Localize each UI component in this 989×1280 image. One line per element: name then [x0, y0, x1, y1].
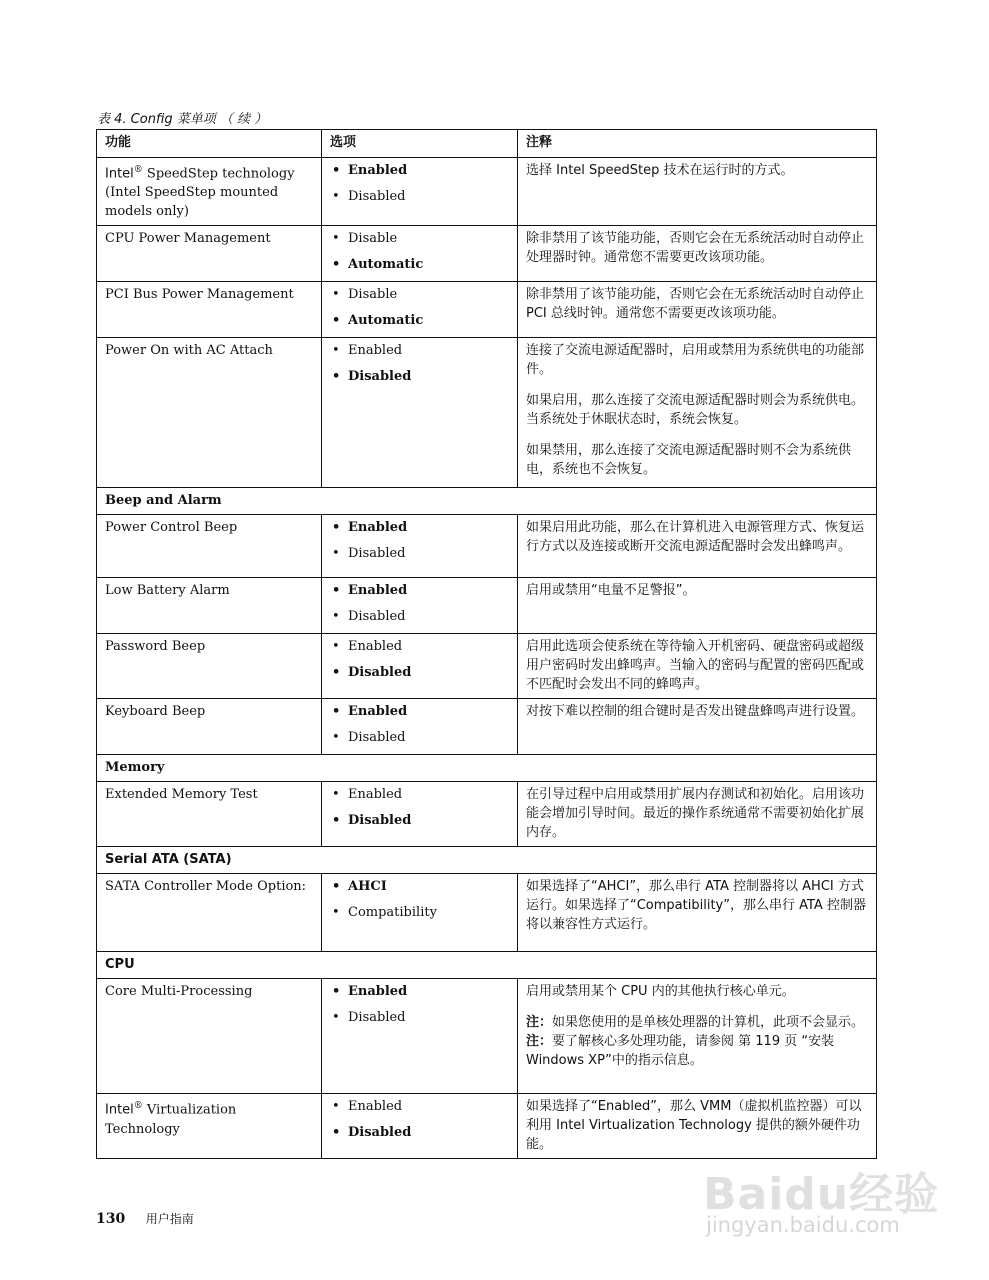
table-header-row: [97, 130, 877, 158]
registered-mark: ®: [133, 165, 143, 175]
table-row: [97, 699, 877, 755]
registered-mark: ®: [133, 1101, 143, 1112]
option-item: • Enabled: [330, 637, 509, 656]
options-cell: [322, 1094, 518, 1159]
option-item: • Disabled: [330, 1006, 509, 1030]
options-cell: [322, 782, 518, 847]
feature-name: PCI Bus Power Management: [105, 287, 294, 303]
options-cell: [322, 338, 518, 488]
notes-cell: [518, 634, 877, 699]
section-row: [97, 952, 877, 979]
feature-cell: [97, 699, 322, 755]
options-cell: [322, 515, 518, 578]
note-paragraph: 对按下难以控制的组合键时是否发出键盘蜂鸣声进行设置。: [526, 704, 865, 720]
options-list: [330, 877, 509, 925]
note-paragraph: 如果禁用，那么连接了交流电源适配器时则不会为系统供电，系统也不会恢复。: [526, 443, 852, 478]
note-paragraph: 启用或禁用“电量不足警报”。: [526, 583, 696, 599]
table-row: [97, 578, 877, 634]
note-paragraph: 如果启用，那么连接了交流电源适配器时则会为系统供电。当系统处于休眠状态时，系统会恢复。: [526, 393, 865, 428]
notes-cell: [518, 699, 877, 755]
options-list: [330, 1097, 509, 1145]
feature-cell: [97, 282, 322, 338]
option-default: • Enabled: [330, 518, 509, 537]
options-list: [330, 341, 509, 389]
header-notes: 注释: [518, 130, 877, 158]
table-row: [97, 338, 877, 488]
option-default: • Enabled: [330, 702, 509, 721]
option-item: • Compatibility: [330, 901, 509, 925]
notes-cell: [518, 1094, 877, 1159]
feature-name: Virtualization Technology: [105, 1102, 237, 1137]
notes-cell: [518, 578, 877, 634]
feature-name: SATA Controller Mode Option:: [105, 879, 307, 895]
options-cell: [322, 578, 518, 634]
option-default: • Enabled: [330, 161, 509, 180]
option-item: • Disabled: [330, 542, 509, 566]
section-row: [97, 847, 877, 874]
feature-name: CPU Power Management: [105, 231, 271, 247]
note-paragraph: 除非禁用了该节能功能，否则它会在无系统活动时自动停止 PCI 总线时钟。通常您不需要更改该项功能。: [526, 287, 865, 322]
options-list: [330, 518, 509, 566]
note-text: 要了解核心多处理功能，请参阅 第 119 页 “安装 Windows XP”中的指示信息。: [526, 1034, 835, 1069]
table-row: [97, 158, 877, 226]
note-paragraph: 在引导过程中启用或禁用扩展内存测试和初始化。启用该功能会增加引导时间。最近的操作系统通常不需要初始化扩展内存。: [526, 787, 865, 841]
footer-title: 用户指南: [145, 1212, 194, 1226]
notes-cell: [518, 158, 877, 226]
feature-cell: [97, 874, 322, 952]
options-list: [330, 581, 509, 629]
feature-cell: [97, 979, 322, 1094]
note-label: 注：: [526, 1034, 553, 1050]
section-title: Memory: [97, 755, 877, 782]
feature-cell: [97, 578, 322, 634]
note-paragraph: 如果启用此功能，那么在计算机进入电源管理方式、恢复运行方式以及连接或断开交流电源适配器时会发出蜂鸣声。: [526, 520, 865, 555]
table-row: [97, 979, 877, 1094]
feature-name: Password Beep: [105, 639, 206, 655]
option-default: • Disabled: [330, 365, 509, 389]
watermark-url: jingyan.baidu.com: [706, 1213, 900, 1237]
options-list: [330, 982, 509, 1030]
feature-name: Low Battery Alarm: [105, 583, 230, 599]
feature-cell: [97, 634, 322, 699]
option-default: • Automatic: [330, 253, 509, 277]
table-row: [97, 515, 877, 578]
feature-name: Core Multi-Processing: [105, 984, 253, 1000]
options-cell: [322, 282, 518, 338]
options-list: [330, 637, 509, 685]
options-list: [330, 285, 509, 333]
feature-cell: [97, 226, 322, 282]
notes-cell: [518, 226, 877, 282]
section-row: [97, 488, 877, 515]
section-row: [97, 755, 877, 782]
option-item: • Disabled: [330, 726, 509, 750]
section-title: Serial ATA (SATA): [97, 847, 877, 874]
notes-cell: [518, 515, 877, 578]
table-row: [97, 782, 877, 847]
watermark-brand: Baidu经验: [703, 1169, 940, 1220]
option-item: • Disable: [330, 285, 509, 304]
options-cell: [322, 699, 518, 755]
config-menu-table: [96, 129, 877, 1159]
option-default: • Disabled: [330, 809, 509, 833]
section-title: CPU: [97, 952, 877, 979]
table-body: [97, 158, 877, 1159]
options-cell: [322, 158, 518, 226]
options-list: [330, 229, 509, 277]
page-footer: [96, 1210, 194, 1227]
table-row: [97, 1094, 877, 1159]
option-item: • Enabled: [330, 785, 509, 804]
note-paragraph: 选择 Intel SpeedStep 技术在运行时的方式。: [526, 163, 794, 178]
option-item: • Enabled: [330, 1097, 509, 1116]
note-paragraph: 除非禁用了该节能功能，否则它会在无系统活动时自动停止处理器时钟。通常您不需要更改该项功能。: [526, 231, 865, 266]
feature-cell: [97, 515, 322, 578]
feature-cell: [97, 782, 322, 847]
feature-brand: Intel: [105, 166, 134, 182]
options-cell: [322, 634, 518, 699]
option-default: • Enabled: [330, 581, 509, 600]
note-paragraph: 启用或禁用某个 CPU 内的其他执行核心单元。: [526, 984, 795, 1000]
feature-cell: [97, 1094, 322, 1159]
feature-name: SpeedStep technology (Intel SpeedStep mounted models only): [105, 166, 295, 220]
options-cell: [322, 226, 518, 282]
page-number: 130: [96, 1211, 126, 1227]
feature-name: Extended Memory Test: [105, 787, 258, 803]
note-paragraph: 如果选择了“AHCI”，那么串行 ATA 控制器将以 AHCI 方式运行。如果选择了“Compatibility”，那么串行 ATA 控制器将以兼容性方式运行。: [526, 879, 866, 933]
note-text: 如果您使用的是单核处理器的计算机，此项不会显示。: [552, 1015, 865, 1031]
option-item: • Disabled: [330, 605, 509, 629]
notes-cell: [518, 782, 877, 847]
options-cell: [322, 874, 518, 952]
notes-cell: [518, 338, 877, 488]
table-row: [97, 874, 877, 952]
note-remark: [526, 1032, 868, 1070]
note-label: 注：: [526, 1015, 553, 1031]
notes-cell: [518, 282, 877, 338]
notes-cell: [518, 979, 877, 1094]
table-caption: 表 4. Config 菜单项 （ 续 ）: [97, 112, 268, 127]
header-options: 选项: [322, 130, 518, 158]
feature-name: Power On with AC Attach: [105, 343, 273, 359]
options-cell: [322, 979, 518, 1094]
option-item: • Enabled: [330, 341, 509, 360]
option-default: • AHCI: [330, 877, 509, 896]
options-list: [330, 161, 509, 209]
note-paragraph: 启用此选项会使系统在等待输入开机密码、硬盘密码或超级用户密码时发出蜂鸣声。当输入的密码与配置的密码匹配或不匹配时会发出不同的蜂鸣声。: [526, 639, 865, 693]
options-list: [330, 702, 509, 750]
options-list: [330, 785, 509, 833]
feature-cell: [97, 338, 322, 488]
option-item: • Disabled: [330, 185, 509, 209]
table-row: [97, 634, 877, 699]
option-default: • Automatic: [330, 309, 509, 333]
feature-name: Keyboard Beep: [105, 704, 206, 720]
table-row: [97, 226, 877, 282]
feature-cell: [97, 158, 322, 226]
feature-brand: Intel: [105, 1102, 134, 1118]
option-item: • Disable: [330, 229, 509, 248]
note-paragraph: 连接了交流电源适配器时，启用或禁用为系统供电的功能部件。: [526, 343, 865, 378]
option-default: • Enabled: [330, 982, 509, 1001]
notes-cell: [518, 874, 877, 952]
option-default: • Disabled: [330, 661, 509, 685]
option-default: • Disabled: [330, 1121, 509, 1145]
header-feature: 功能: [97, 130, 322, 158]
feature-name: Power Control Beep: [105, 520, 238, 536]
section-title: Beep and Alarm: [97, 488, 877, 515]
note-paragraph: 如果选择了“Enabled”，那么 VMM（虚拟机监控器）可以利用 Intel Virtualization Technology 提供的额外硬件功能。: [526, 1099, 862, 1153]
table-row: [97, 282, 877, 338]
note-remark: [526, 1013, 868, 1032]
